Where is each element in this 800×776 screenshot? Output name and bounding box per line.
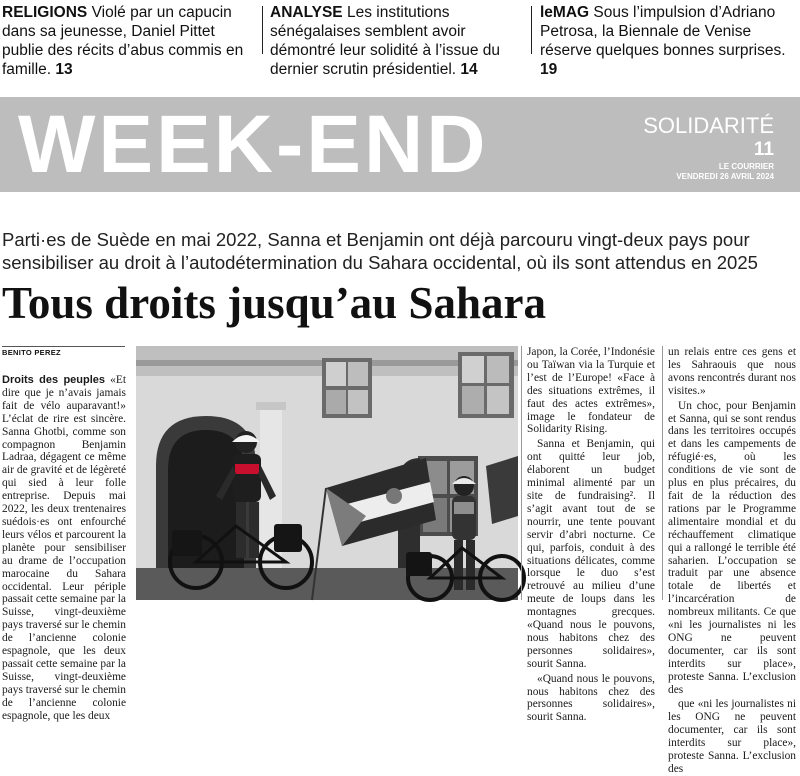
paragraph: Japon, la Corée, l’Indonésie ou Taïwan via la Turquie et l’est de l’Europe! «Face à des situations extrêmes, il faut des actes extrêmes», image le fondateur de Solidarity Rising. [527,346,655,436]
column-rule [521,346,522,600]
newspaper-name: LE COURRIER [718,162,774,171]
lead-text: «Et dire que je n’avais jamais fait de vélo auparavant!» L’éclat de rire est sincère. Sanna Ghotbi, comme son compagnon Benjamin Ladraa, dégagent ce même air de gravité et de légèreté qui sied à leur folle entreprise. Depuis mai 2022, les deux trentenaires suédois·es ont enfourché leurs vélos et parcourent la planète pour sensibiliser au drame de l’occupation marocaine du Sahara occidental. Leur périple passait cette semaine par la Suisse, vingt-deuxième pays traversé sur le chemin de l’ancienne colonie espagnole, que les deux passait cette semaine par la Suisse, vingt-deuxième pays traversé sur le chemin de l’ancienne colonie espagnole, que les deux [2,374,126,722]
article-byline: BENITO PEREZ [2,348,61,357]
teaser-divider [262,6,263,54]
article-column-3 [527,346,655,724]
paragraph: un relais entre ces gens et les Sahraouis que nous avons rencontrés durant nos visites.» [668,346,796,397]
article-photo[interactable] [136,346,518,600]
section-banner [0,97,800,192]
lead-in: Droits des peuples [2,374,106,386]
article-column-1 [2,374,126,722]
cyclists-with-flags-photo [136,346,518,600]
column-rule [662,346,663,600]
lead-paragraph [2,374,126,722]
teaser-text: Sous l’impulsion d’Adriano Petrosa, la Biennale de Venise réserve quelques bonnes surprises. [540,4,786,59]
paragraph: Un choc, pour Benjamin et Sanna, qui se sont rendus dans les territoires occupés et dans les campements de réfugié·es, où les conditions de vie sont de plus en plus précaires, du fait de la réduction des rations par le Programme alimentaire mondial et du réchauffement climatique qui a rallongé le terrible été saharien. L’occupation se traduit par une absence totale de libertés et l’incarcération de nombreux militants. Ce que «ni les journalistes ni les ONG ne peuvent documenter, car ils sont interdits sur place», proteste Sanna. L’exclusion des [668,399,796,696]
article-column-4 [668,346,796,775]
teaser-page-number: 13 [55,61,73,78]
teaser-religions[interactable] [2,3,252,79]
section-name: SOLIDARITÉ [643,113,774,138]
teaser-lemag[interactable] [540,3,798,79]
section-title: WEEK-END [18,99,489,190]
paragraph: Sanna et Benjamin, qui ont quitté leur job, élaborent un budget minimal alimenté par un site de fundraising². Il s’agit avant tout de se nourrir, une tente pouvant servir d’abri nocturne. Ce qui, parfois, conduit à des situations délicates, comme lorsque le duo s’est retrouvé au milieu d’une meute de loups dans les montagnes grecques. «Quand nous le pouvons, nous habitons chez des personnes solidaires», sourit Sanna. [527,438,655,670]
byline-rule [2,346,125,347]
article-standfirst: Parti·es de Suède en mai 2022, Sanna et Benjamin ont déjà parcouru vingt-deux pays pour sensibiliser au droit à l’autodétermination du Sahara occidental, où ils sont attendus en 2025 [2,229,758,273]
paragraph: que «ni les journalistes ni les ONG ne peuvent documenter, car ils sont interdits sur place», proteste Sanna. L’exclusion des [668,698,796,775]
teaser-divider [531,6,532,54]
teaser-analyse[interactable] [270,3,528,79]
teaser-kicker: RELIGIONS [2,4,88,21]
teaser-page-number: 19 [540,61,558,78]
page-header-info [643,113,774,182]
teaser-page-number: 14 [460,61,478,78]
teaser-strip [0,0,800,78]
paragraph: «Quand nous le pouvons, nous habitons chez des personnes solidaires», sourit Sanna. [527,672,655,724]
teaser-text: Les institutions sénégalaises semblent avoir démontré leur solidité à l’issue du dernier scrutin présidentiel. [270,4,501,78]
page-number: 11 [753,139,774,160]
article-headline: Tous droits jusqu’au Sahara [2,278,546,328]
teaser-kicker: leMAG [540,4,590,21]
issue-date: VENDREDI 26 AVRIL 2024 [676,172,774,181]
teaser-text: Violé par un capucin dans sa jeunesse, Daniel Pittet publie des récits d’abus commis en famille. [2,4,244,78]
teaser-kicker: ANALYSE [270,4,343,21]
